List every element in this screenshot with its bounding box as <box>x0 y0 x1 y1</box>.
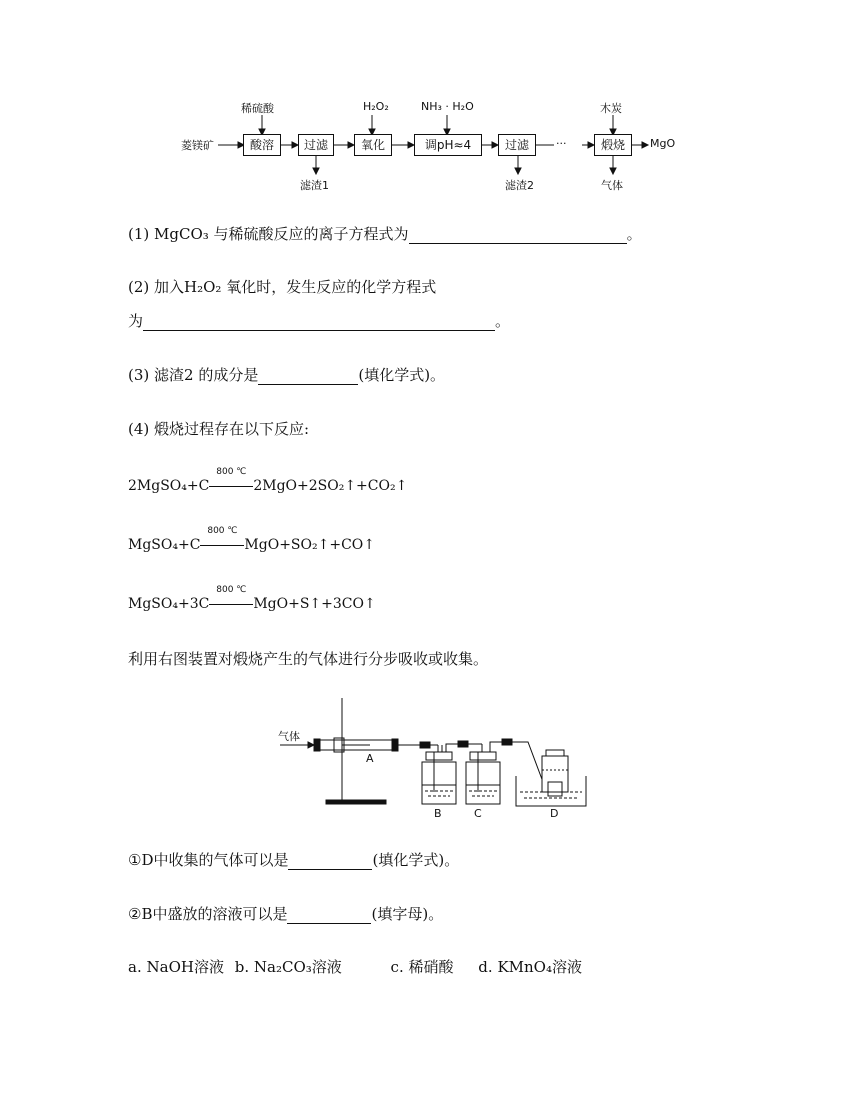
answer-options <box>128 957 582 977</box>
label-a: A <box>366 752 374 765</box>
flow-ellipsis: ··· <box>556 137 567 150</box>
q3-text: 滤渣2 的成分是 <box>154 366 259 384</box>
sub2-text: ②B中盛放的溶液可以是 <box>128 905 288 923</box>
ore-label: 菱镁矿 <box>181 139 214 152</box>
equation-1 <box>128 467 408 494</box>
sub2-end: (填字母)。 <box>371 905 444 923</box>
eq3-condition-arrow <box>209 585 253 611</box>
q2-end: 。 <box>495 312 511 330</box>
label-b: B <box>434 807 442 820</box>
eq1-condition: 800 ℃ <box>216 467 247 477</box>
step-calcine: 煅烧 <box>594 134 632 156</box>
q1-answer-blank[interactable] <box>409 227 627 244</box>
question-2 <box>128 277 436 297</box>
output-residue-1: 滤渣1 <box>300 179 329 192</box>
label-d: D <box>550 807 559 820</box>
sub1-answer-blank[interactable] <box>288 853 372 870</box>
eq2-condition: 800 ℃ <box>207 526 238 536</box>
q3-end: (填化学式)。 <box>358 366 446 384</box>
equation-3 <box>128 585 376 612</box>
sub-question-2 <box>128 904 443 924</box>
eq3-condition: 800 ℃ <box>216 585 247 595</box>
equation-2 <box>128 526 375 553</box>
apparatus-intro: 利用右图装置对煅烧产生的气体进行分步吸收或收集。 <box>128 650 489 668</box>
q1-end: 。 <box>626 225 642 243</box>
eq3-left: MgSO₄+3C <box>128 596 210 612</box>
eq2-right: MgO+SO₂↑+CO↑ <box>244 537 375 553</box>
sub1-text: ①D中收集的气体可以是 <box>128 851 289 869</box>
eq2-condition-arrow <box>200 526 244 552</box>
input-h2o2: H₂O₂ <box>363 100 389 113</box>
eq1-left: 2MgSO₄+C <box>128 478 210 494</box>
label-c: C <box>474 807 482 820</box>
output-gas: 气体 <box>601 179 623 192</box>
sub-question-1 <box>128 850 459 870</box>
option-a[interactable]: a. NaOH溶液 <box>128 958 224 976</box>
step-filter-1: 过滤 <box>298 134 334 156</box>
sub2-answer-blank[interactable] <box>287 907 371 924</box>
product-label: MgO <box>650 137 676 150</box>
question-1 <box>128 224 642 244</box>
q2-label: (2) <box>128 278 150 296</box>
q2-text: 加入H₂O₂ 氧化时，发生反应的化学方程式 <box>154 278 437 296</box>
eq1-right: 2MgO+2SO₂↑+CO₂↑ <box>253 478 408 494</box>
q3-answer-blank[interactable] <box>258 368 358 385</box>
q1-label: (1) <box>128 225 150 243</box>
option-d[interactable]: d. KMnO₄溶液 <box>478 958 582 976</box>
q2-line2: 为 <box>128 312 144 330</box>
q1-text: MgCO₃ 与稀硫酸反应的离子方程式为 <box>154 225 409 243</box>
q4-label: (4) <box>128 420 150 438</box>
sub1-end: (填化学式)。 <box>372 851 460 869</box>
eq1-condition-arrow <box>209 467 253 493</box>
option-b[interactable]: b. Na₂CO₃溶液 <box>234 958 342 976</box>
eq3-right: MgO+S↑+3CO↑ <box>253 596 376 612</box>
step-acid-dissolve: 酸溶 <box>243 134 281 156</box>
input-ammonia: NH₃ · H₂O <box>421 100 474 113</box>
step-adjust-ph: 调pH≈4 <box>414 134 482 156</box>
q3-label: (3) <box>128 366 150 384</box>
step-filter-2: 过滤 <box>498 134 536 156</box>
question-2-line2 <box>128 311 510 331</box>
option-c[interactable]: c. 稀硝酸 <box>390 958 454 976</box>
q2-answer-blank[interactable] <box>143 314 495 331</box>
input-acid: 稀硫酸 <box>241 102 274 115</box>
input-charcoal: 木炭 <box>600 102 622 115</box>
apparatus-drawing <box>270 692 600 822</box>
eq2-left: MgSO₄+C <box>128 537 201 553</box>
question-4 <box>128 419 309 439</box>
step-oxidize: 氧化 <box>354 134 392 156</box>
output-residue-2: 滤渣2 <box>505 179 534 192</box>
gas-inlet-label: 气体 <box>278 730 300 743</box>
q4-text: 煅烧过程存在以下反应: <box>154 420 310 438</box>
question-3 <box>128 365 445 385</box>
